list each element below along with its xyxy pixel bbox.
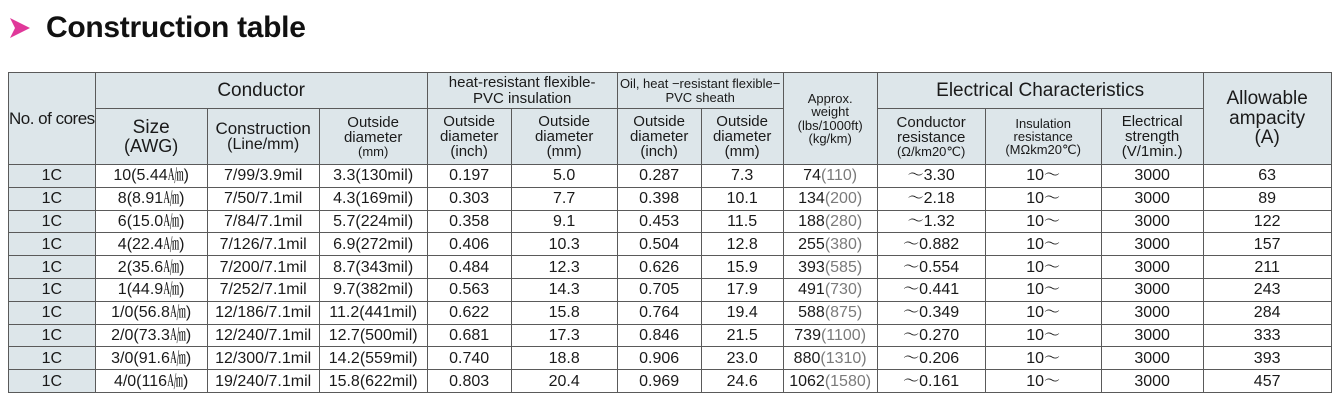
weight-kg: (110): [820, 167, 858, 185]
cell-outside-diameter: 5.7(224mil): [319, 210, 427, 233]
weight-lbs: 491: [798, 281, 825, 299]
header-conductor: Conductor: [95, 73, 427, 109]
cell-sh-od-mm: 19.4: [701, 301, 783, 324]
cell-insulation-resistance: 10〜: [985, 233, 1101, 256]
cell-ins-od-inch: 0.740: [427, 347, 511, 370]
header-outside-diameter: Outside diameter (mm): [319, 109, 427, 165]
cell-construction: 7/84/7.1mil: [207, 210, 319, 233]
weight-lbs: 1062: [789, 372, 825, 390]
cell-ampacity: 243: [1203, 278, 1331, 301]
cell-sh-od-mm: 10.1: [701, 187, 783, 210]
weight-kg: (875): [824, 304, 863, 322]
cell-sh-od-inch: 0.453: [617, 210, 701, 233]
cell-conductor-resistance: 〜0.161: [877, 370, 985, 393]
table-row: [9, 278, 1332, 301]
cell-cores: 1C: [9, 210, 96, 233]
cell-cores: 1C: [9, 324, 96, 347]
weight-lbs: 74: [803, 167, 821, 185]
cell-weight: [783, 324, 877, 347]
cell-ampacity: 157: [1203, 233, 1331, 256]
table-row: [9, 233, 1332, 256]
cell-size: 4(22.4㏟): [95, 233, 207, 256]
cell-size: 8(8.91㏟): [95, 187, 207, 210]
cell-ins-od-inch: 0.197: [427, 165, 511, 188]
cell-sh-od-mm: 11.5: [701, 210, 783, 233]
table-row: [9, 187, 1332, 210]
cell-size: 2(35.6㏟): [95, 256, 207, 279]
weight-kg: (730): [824, 281, 863, 299]
weight-kg: (585): [824, 258, 863, 276]
cell-size: 10(5.44㏟): [95, 165, 207, 188]
table-row: [9, 347, 1332, 370]
cell-sh-od-inch: 0.969: [617, 370, 701, 393]
header-ins-od-inch: Outside diameter (inch): [427, 109, 511, 165]
cell-ins-od-inch: 0.358: [427, 210, 511, 233]
header-conductor-resistance: Conductor resistance (Ω/km20℃): [877, 109, 985, 165]
cell-cores: 1C: [9, 233, 96, 256]
cell-ins-od-mm: 7.7: [511, 187, 617, 210]
cell-ampacity: 89: [1203, 187, 1331, 210]
cell-sh-od-inch: 0.906: [617, 347, 701, 370]
cell-weight: [783, 233, 877, 256]
cell-electrical-strength: 3000: [1101, 301, 1203, 324]
cell-ins-od-mm: 10.3: [511, 233, 617, 256]
cell-insulation-resistance: 10〜: [985, 165, 1101, 188]
cell-conductor-resistance: 〜0.441: [877, 278, 985, 301]
header-size: Size (AWG): [95, 109, 207, 165]
cell-ins-od-mm: 12.3: [511, 256, 617, 279]
cell-electrical-strength: 3000: [1101, 165, 1203, 188]
cell-insulation-resistance: 10〜: [985, 210, 1101, 233]
title-row: [10, 6, 306, 50]
cell-ins-od-inch: 0.681: [427, 324, 511, 347]
cell-construction: 7/252/7.1mil: [207, 278, 319, 301]
header-sh-od-inch: Outside diameter (inch): [617, 109, 701, 165]
cell-construction: 7/50/7.1mil: [207, 187, 319, 210]
weight-lbs: 255: [798, 235, 825, 253]
cell-construction: 12/300/7.1mil: [207, 347, 319, 370]
cell-conductor-resistance: 〜0.882: [877, 233, 985, 256]
cell-cores: 1C: [9, 278, 96, 301]
cell-cores: 1C: [9, 370, 96, 393]
weight-kg: (1580): [824, 372, 872, 390]
cell-ampacity: 122: [1203, 210, 1331, 233]
cell-sh-od-mm: 12.8: [701, 233, 783, 256]
cell-weight: [783, 210, 877, 233]
cell-ins-od-mm: 14.3: [511, 278, 617, 301]
cell-ampacity: 457: [1203, 370, 1331, 393]
cell-ins-od-mm: 9.1: [511, 210, 617, 233]
cell-outside-diameter: 14.2(559mil): [319, 347, 427, 370]
cell-conductor-resistance: 〜0.206: [877, 347, 985, 370]
header-construction: Construction (Line/mm): [207, 109, 319, 165]
cell-sh-od-inch: 0.287: [617, 165, 701, 188]
cell-sh-od-inch: 0.705: [617, 278, 701, 301]
cell-sh-od-inch: 0.504: [617, 233, 701, 256]
header-electrical-characteristics: Electrical Characteristics: [877, 73, 1203, 109]
cell-construction: 19/240/7.1mil: [207, 370, 319, 393]
cell-size: 4/0(116㏟): [95, 370, 207, 393]
cell-electrical-strength: 3000: [1101, 256, 1203, 279]
weight-lbs: 188: [798, 212, 825, 230]
cell-cores: 1C: [9, 165, 96, 188]
cell-cores: 1C: [9, 301, 96, 324]
table-row: [9, 370, 1332, 393]
header-ins-od-mm: Outside diameter (mm): [511, 109, 617, 165]
cell-ins-od-inch: 0.622: [427, 301, 511, 324]
cell-size: 1/0(56.8㏟): [95, 301, 207, 324]
weight-kg: (200): [824, 190, 863, 208]
cell-insulation-resistance: 10〜: [985, 278, 1101, 301]
cell-ins-od-mm: 18.8: [511, 347, 617, 370]
cell-outside-diameter: 8.7(343mil): [319, 256, 427, 279]
cell-cores: 1C: [9, 347, 96, 370]
cell-ins-od-mm: 20.4: [511, 370, 617, 393]
cell-weight: [783, 165, 877, 188]
cell-size: 3/0(91.6㏟): [95, 347, 207, 370]
cell-conductor-resistance: 〜0.349: [877, 301, 985, 324]
cell-conductor-resistance: 〜0.554: [877, 256, 985, 279]
cell-ins-od-inch: 0.406: [427, 233, 511, 256]
cell-weight: [783, 370, 877, 393]
cell-ampacity: 333: [1203, 324, 1331, 347]
cell-size: 1(44.9㏟): [95, 278, 207, 301]
header-electrical-strength: Electrical strength (V/1min.): [1101, 109, 1203, 165]
cell-sh-od-mm: 17.9: [701, 278, 783, 301]
cell-cores: 1C: [9, 187, 96, 210]
cell-ins-od-inch: 0.484: [427, 256, 511, 279]
cell-conductor-resistance: 〜1.32: [877, 210, 985, 233]
cell-conductor-resistance: 〜3.30: [877, 165, 985, 188]
cell-weight: [783, 347, 877, 370]
cell-sh-od-inch: 0.764: [617, 301, 701, 324]
cell-weight: [783, 187, 877, 210]
cell-electrical-strength: 3000: [1101, 278, 1203, 301]
cell-ins-od-inch: 0.303: [427, 187, 511, 210]
table-body: [9, 165, 1332, 393]
cell-electrical-strength: 3000: [1101, 347, 1203, 370]
cell-weight: [783, 301, 877, 324]
header-no-of-cores: No. of cores: [9, 73, 96, 165]
cell-sh-od-inch: 0.398: [617, 187, 701, 210]
table-row: [9, 301, 1332, 324]
weight-lbs: 739: [794, 326, 821, 344]
cell-ins-od-inch: 0.563: [427, 278, 511, 301]
cell-insulation-resistance: 10〜: [985, 256, 1101, 279]
cell-electrical-strength: 3000: [1101, 187, 1203, 210]
cell-construction: 7/99/3.9mil: [207, 165, 319, 188]
cell-sh-od-inch: 0.846: [617, 324, 701, 347]
table-row: [9, 256, 1332, 279]
page-title: Construction table: [46, 11, 306, 44]
cell-size: 6(15.0㏟): [95, 210, 207, 233]
cell-ins-od-inch: 0.803: [427, 370, 511, 393]
header-ampacity: Allowable ampacity (A): [1203, 73, 1331, 165]
weight-lbs: 134: [798, 190, 825, 208]
cell-electrical-strength: 3000: [1101, 233, 1203, 256]
cell-outside-diameter: 3.3(130mil): [319, 165, 427, 188]
cell-electrical-strength: 3000: [1101, 324, 1203, 347]
cell-conductor-resistance: 〜2.18: [877, 187, 985, 210]
cell-ampacity: 393: [1203, 347, 1331, 370]
table-header: [9, 73, 1332, 165]
cell-sh-od-inch: 0.626: [617, 256, 701, 279]
cell-cores: 1C: [9, 256, 96, 279]
cell-outside-diameter: 6.9(272mil): [319, 233, 427, 256]
cell-construction: 7/126/7.1mil: [207, 233, 319, 256]
construction-table: [8, 72, 1332, 393]
cell-construction: 12/240/7.1mil: [207, 324, 319, 347]
cell-sh-od-mm: 7.3: [701, 165, 783, 188]
cell-sh-od-mm: 21.5: [701, 324, 783, 347]
cell-electrical-strength: 3000: [1101, 210, 1203, 233]
header-insulation-resistance: Insulation resistance (MΩkm20℃): [985, 109, 1101, 165]
weight-lbs: 393: [798, 258, 825, 276]
cell-construction: 12/186/7.1mil: [207, 301, 319, 324]
table-row: [9, 324, 1332, 347]
cell-outside-diameter: 15.8(622mil): [319, 370, 427, 393]
cell-ins-od-mm: 5.0: [511, 165, 617, 188]
cell-insulation-resistance: 10〜: [985, 301, 1101, 324]
chevron-right-icon: [10, 16, 30, 40]
cell-outside-diameter: 11.2(441mil): [319, 301, 427, 324]
cell-insulation-resistance: 10〜: [985, 347, 1101, 370]
cell-outside-diameter: 9.7(382mil): [319, 278, 427, 301]
weight-lbs: 880: [793, 349, 821, 367]
cell-weight: [783, 278, 877, 301]
header-sh-od-mm: Outside diameter (mm): [701, 109, 783, 165]
cell-sh-od-mm: 15.9: [701, 256, 783, 279]
header-sheath: Oil, heat −resistant flexible− PVC sheath: [617, 73, 783, 109]
weight-kg: (1100): [820, 326, 867, 344]
cell-insulation-resistance: 10〜: [985, 370, 1101, 393]
weight-kg: (1310): [820, 349, 867, 367]
cell-sh-od-mm: 23.0: [701, 347, 783, 370]
cell-ampacity: 284: [1203, 301, 1331, 324]
weight-kg: (280): [824, 212, 863, 230]
table-row: [9, 165, 1332, 188]
cell-electrical-strength: 3000: [1101, 370, 1203, 393]
cell-ins-od-mm: 17.3: [511, 324, 617, 347]
table-row: [9, 210, 1332, 233]
cell-ampacity: 63: [1203, 165, 1331, 188]
cell-construction: 7/200/7.1mil: [207, 256, 319, 279]
cell-size: 2/0(73.3㏟): [95, 324, 207, 347]
cell-sh-od-mm: 24.6: [701, 370, 783, 393]
header-weight: Approx. weight (lbs/1000ft) (kg/km): [783, 73, 877, 165]
cell-weight: [783, 256, 877, 279]
cell-ampacity: 211: [1203, 256, 1331, 279]
cell-insulation-resistance: 10〜: [985, 187, 1101, 210]
cell-outside-diameter: 4.3(169mil): [319, 187, 427, 210]
weight-kg: (380): [824, 235, 863, 253]
cell-outside-diameter: 12.7(500mil): [319, 324, 427, 347]
cell-ins-od-mm: 15.8: [511, 301, 617, 324]
cell-insulation-resistance: 10〜: [985, 324, 1101, 347]
weight-lbs: 588: [798, 304, 825, 322]
header-insulation: heat-resistant flexible- PVC insulation: [427, 73, 617, 109]
cell-conductor-resistance: 〜0.270: [877, 324, 985, 347]
